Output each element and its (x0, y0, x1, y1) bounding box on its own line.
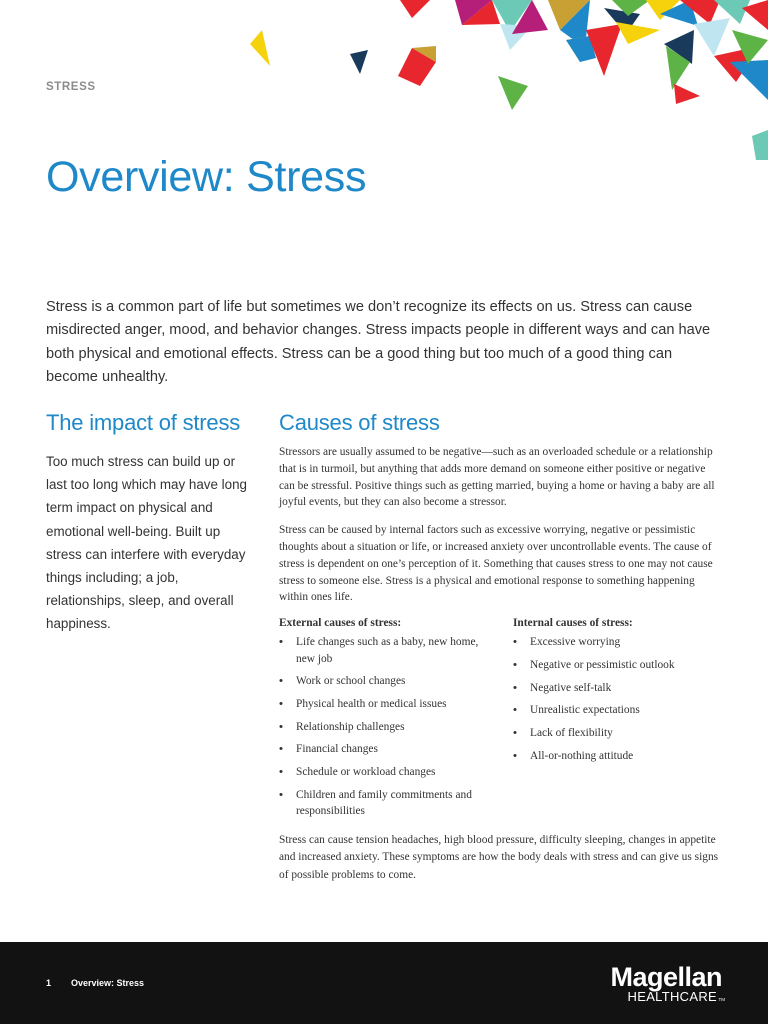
list-item: • Physical health or medical issues (279, 696, 484, 713)
intro-paragraph: Stress is a common part of life but sometimes we don’t recognize its effects on us. Stress can cause misdirected anger, mood, and behavior changes. Stress impacts people in different ways and can have both physical and emotional effects. Stress can be a good thing but too much of a good thing can become unhealthy. (46, 299, 711, 386)
causes-paragraph-2: Stress can be caused by internal factors such as excessive worrying, negative or pessimistic thoughts about a situation or life, or increased anxiety over uncontrollable events. The cause of stress is dependent on one’s perception of it. Something that causes stress to one may not cause stress to someone else. Stress is a physical and emotional response to something happening within ones life. (279, 524, 713, 604)
page-title: Overview: Stress (46, 153, 367, 201)
list-item: • Financial changes (279, 741, 484, 758)
logo-subtitle: HEALTHCARE (627, 989, 717, 1004)
section-kicker: STRESS (46, 81, 96, 93)
list-item: • All-or-nothing attitude (513, 748, 718, 765)
external-causes (279, 617, 484, 826)
list-item: • Excessive worrying (513, 634, 718, 651)
closing-paragraph: Stress can cause tension headaches, high blood pressure, difficulty sleeping, changes in appetite and increased anxiety. These symptoms are how the body deals with stress and can give us signs of possible problems to come. (279, 834, 719, 881)
list-item: • Negative or pessimistic outlook (513, 657, 718, 674)
internal-causes (513, 617, 718, 770)
causes-heading: Causes of stress (279, 410, 440, 435)
causes-paragraph-1: Stressors are usually assumed to be negative—such as an overloaded schedule or a relationship that is in turmoil, but anything that adds more demand on someone either positive or negative can be stressful. Positive things such as getting married, buying a home or having a baby are all joyful events, but they can also become a stressor. (279, 446, 715, 509)
list-item: • Schedule or workload changes (279, 764, 484, 781)
list-item: • Unrealistic expectations (513, 702, 718, 719)
impact-section (46, 410, 251, 636)
page-footer (0, 942, 768, 1024)
list-item: • Relationship challenges (279, 719, 484, 736)
page-number: 1 (46, 978, 52, 988)
internal-causes-list (513, 634, 718, 764)
magellan-healthcare-logo (572, 960, 732, 1008)
causes-section (279, 410, 723, 884)
impact-paragraph: Too much stress can build up or last too long which may have long term impact on physical and emotional well-being. Built up stress can interfere with everyday things including; a job, relationships, sleep, and overall happiness. (46, 454, 247, 632)
logo-wordmark: Magellan (610, 962, 722, 992)
logo-trademark: TM (718, 997, 725, 1002)
decorative-triangles-graphic (0, 0, 768, 170)
external-causes-list (279, 634, 484, 820)
list-item: • Work or school changes (279, 673, 484, 690)
list-item: • Lack of flexibility (513, 725, 718, 742)
list-item: • Life changes such as a baby, new home, new job (279, 634, 484, 667)
external-causes-heading: External causes of stress: (279, 617, 402, 630)
impact-heading: The impact of stress (46, 410, 241, 435)
footer-title: Overview: Stress (71, 978, 145, 988)
causes-lists (279, 617, 723, 832)
list-item: • Negative self-talk (513, 680, 718, 697)
internal-causes-heading: Internal causes of stress: (513, 617, 633, 630)
list-item: • Children and family commitments and responsibilities (279, 787, 484, 820)
